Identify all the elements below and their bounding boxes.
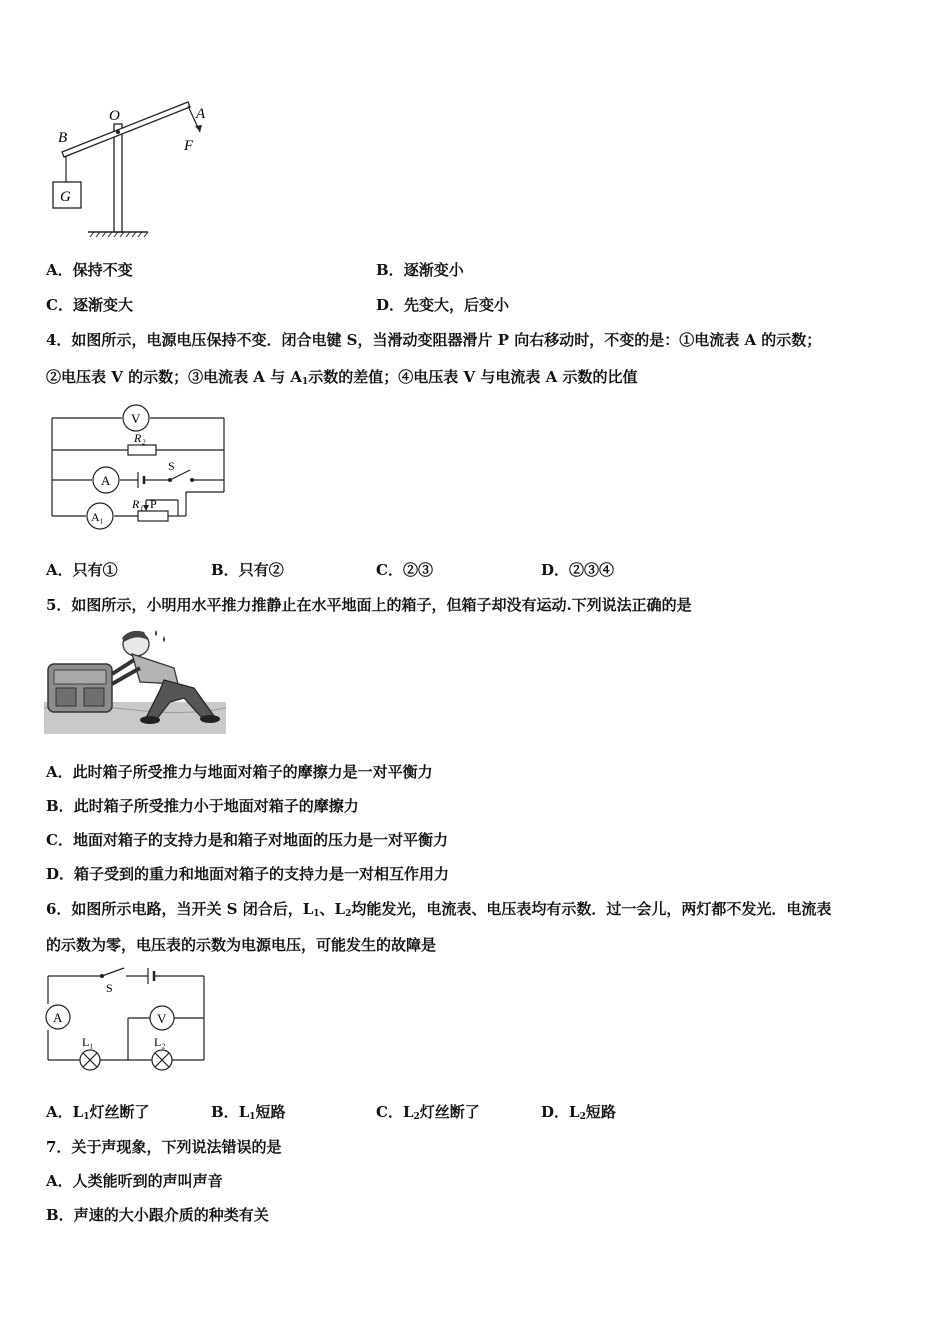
- q4-option-d[interactable]: D．②③④: [541, 561, 615, 579]
- q4-stem-line2: ②电压表 V 的示数；③电流表 A 与 $A_1$示数的差值；④电压表 V 与电流表 A 示数的比值: [46, 368, 638, 387]
- label-R2: R₂: [134, 431, 146, 445]
- q6-option-a[interactable]: A．$L_1$灯丝断了: [46, 1103, 150, 1122]
- q5-option-c[interactable]: C．地面对箱子的支持力是和箱子对地面的压力是一对平衡力: [46, 831, 448, 849]
- q6-option-d[interactable]: D．$L_2$短路: [541, 1103, 616, 1122]
- label-S: S: [106, 981, 113, 995]
- q7-option-b[interactable]: B．声速的大小跟介质的种类有关: [46, 1206, 269, 1224]
- q3-option-a[interactable]: A．保持不变: [46, 261, 133, 279]
- q7-option-a[interactable]: A．人类能听到的声叫声音: [46, 1172, 223, 1190]
- label-P: P: [150, 497, 157, 511]
- q3-option-b[interactable]: B．逐渐变小: [376, 261, 464, 279]
- q4-option-a[interactable]: A．只有①: [46, 561, 118, 579]
- label-O: O: [109, 108, 120, 124]
- label-R1: R₁: [132, 497, 144, 511]
- q6-circuit-figure: [44, 964, 208, 1076]
- q5-stem: 5．如图所示，小明用水平推力推静止在水平地面上的箱子，但箱子却没有运动.下列说法正确的是: [46, 596, 692, 614]
- label-F: F: [184, 138, 194, 154]
- lever-figure: [40, 96, 230, 241]
- q4-option-c[interactable]: C．②③: [376, 561, 433, 579]
- label-L1: L₁: [82, 1035, 94, 1049]
- q4-circuit-figure: [48, 400, 232, 530]
- q3-option-c[interactable]: C．逐渐变大: [46, 296, 133, 314]
- q3-option-d[interactable]: D．先变大，后变小: [376, 296, 510, 314]
- q7-stem: 7．关于声现象，下列说法错误的是: [46, 1138, 282, 1156]
- q6-stem-line1: 6．如图所示电路，当开关 S 闭合后，$L_1$、$L_2$均能发光，电流表、电压表均有示数．过一会儿，两灯都不发光．电流表: [46, 900, 832, 919]
- label-S: S: [168, 459, 175, 473]
- label-A: A: [53, 1010, 63, 1025]
- label-A: A: [196, 106, 206, 122]
- label-V: V: [131, 411, 141, 426]
- q6-option-c[interactable]: C．$L_2$灯丝断了: [376, 1103, 480, 1122]
- label-A1: A₁: [91, 510, 104, 524]
- label-A: A: [101, 473, 111, 488]
- label-L2: L₂: [154, 1035, 166, 1049]
- q6-option-b[interactable]: B．$L_1$短路: [211, 1103, 286, 1122]
- q4-option-b[interactable]: B．只有②: [211, 561, 284, 579]
- q4-stem-line1: 4．如图所示，电源电压保持不变．闭合电键 S，当滑动变阻器滑片 P 向右移动时，不变的是：①电流表 A 的示数；: [46, 331, 822, 349]
- boy-pushing-box-illustration: [44, 624, 226, 736]
- q5-option-b[interactable]: B．此时箱子所受推力小于地面对箱子的摩擦力: [46, 797, 359, 815]
- q6-stem-line2: 的示数为零，电压表的示数为电源电压，可能发生的故障是: [46, 936, 437, 954]
- label-B: B: [58, 130, 68, 146]
- label-V: V: [157, 1011, 167, 1026]
- q5-option-d[interactable]: D．箱子受到的重力和地面对箱子的支持力是一对相互作用力: [46, 865, 450, 883]
- label-G: G: [60, 189, 71, 205]
- q5-option-a[interactable]: A．此时箱子所受推力与地面对箱子的摩擦力是一对平衡力: [46, 763, 433, 781]
